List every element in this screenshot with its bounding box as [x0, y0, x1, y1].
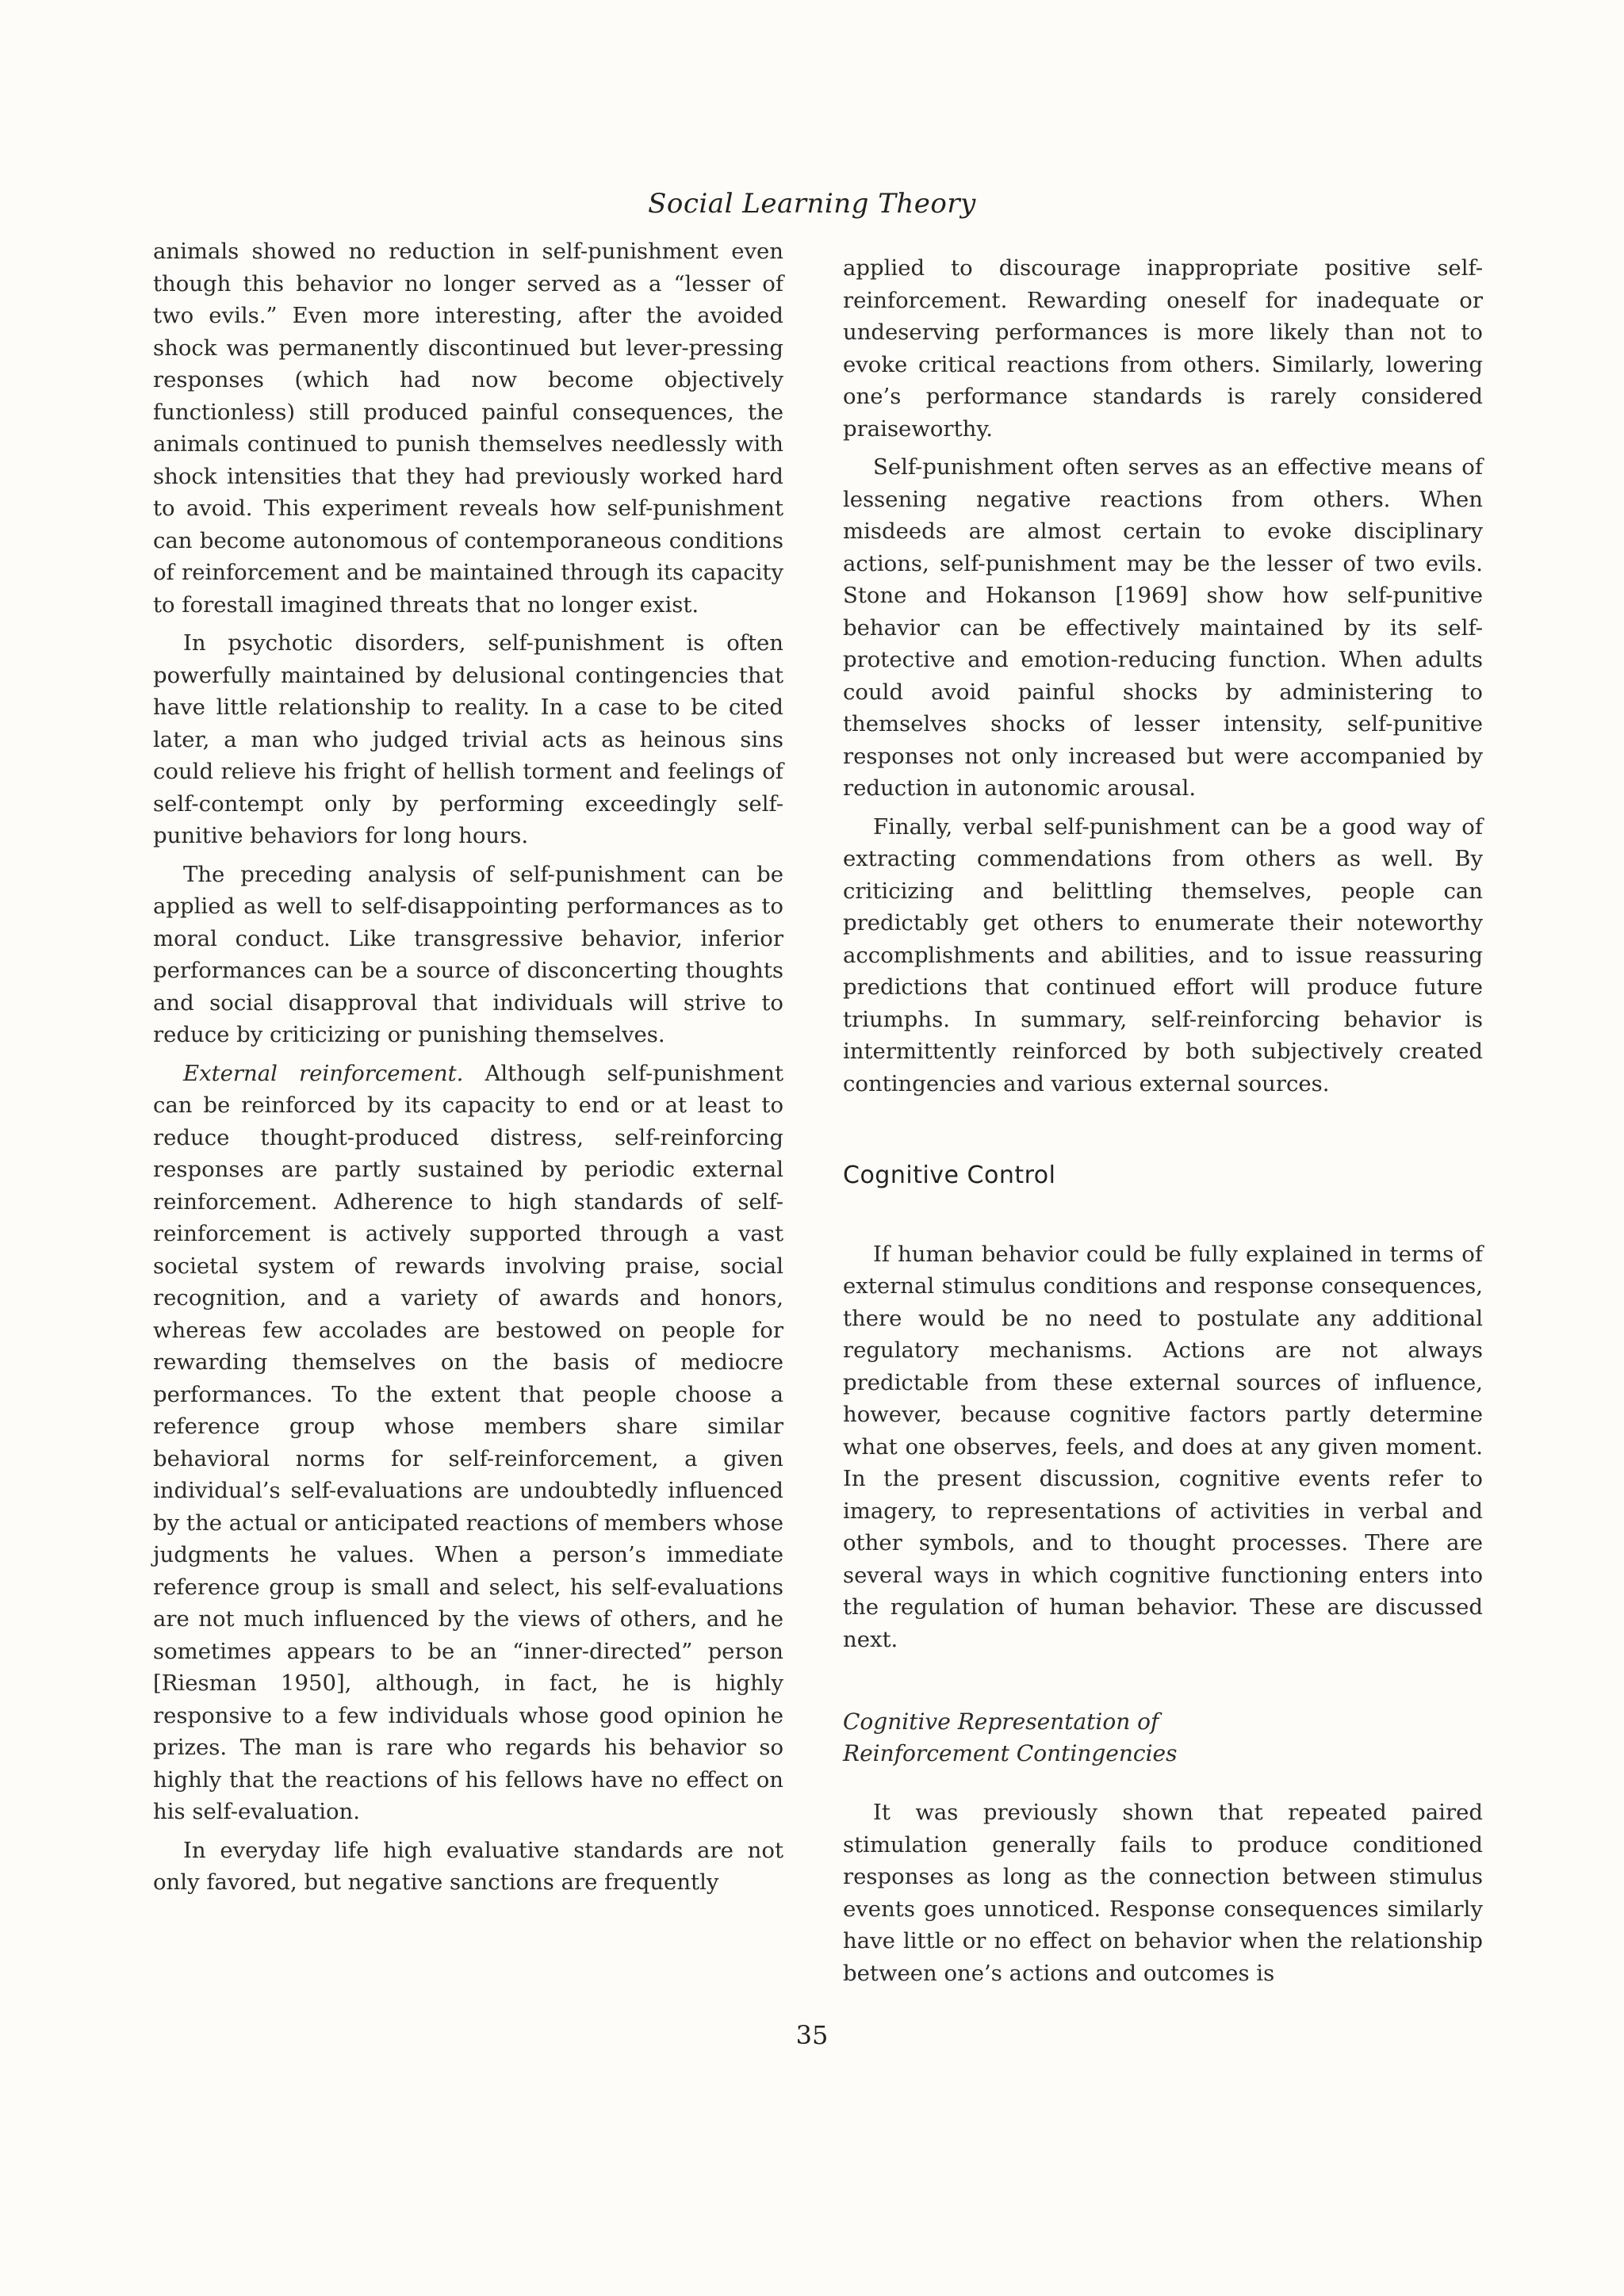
left-column — [153, 235, 783, 1905]
left-paragraph-4-text: Although self-punishment can be reinforced by its capacity to end or at least to reduce thought-produced distress, self-reinforcing responses are partly sustained by periodic external reinforcement. Adherence to high standards of self-reinforcement is actively supported through a vast societal system of rewards involving praise, social recognition, and a variety of awards and honors, whereas few accolades are bestowed on people for rewarding themselves on the basis of mediocre performances. To the extent that people choose a reference group whose members share similar behavioral norms for self-reinforcement, a given individual’s self-evaluations are undoubtedly influenced by the actual or anticipated reactions of members whose judgments he values. When a person’s immediate reference group is small and select, his self-evaluations are not much influenced by the views of others, and he sometimes appears to be an “inner-directed” person [Riesman 1950], although, in fact, he is highly responsive to a few individuals whose good opinion he prizes. The man is rare who regards his behavior so highly that the reactions of his fellows have no effect on his self-evaluation. — [153, 1060, 783, 1824]
left-paragraph-2: In psychotic disorders, self-punishment is often powerfully maintained by delusional contingencies that have little relationship to reality. In a case to be cited later, a man who judged trivial acts as heinous sins could relieve his fright of hellish torment and feelings of self-contempt only by performing exceedingly self-punitive behaviors for long hours. — [153, 630, 783, 848]
left-paragraph-3: The preceding analysis of self-punishment can be applied as well to self-disappointing performances as to moral conduct. Like transgressive behavior, inferior performances can be a source of disconcerting thoughts and social disapproval that individuals will strive to reduce by criticizing or punishing themselves. — [153, 861, 783, 1047]
right-paragraph-5: It was previously shown that repeated paired stimulation generally fails to produce conditioned responses as long as the connection between stimulus events goes unnoticed. Response consequences similarly have little or no effect on behavior when the relationship between one’s actions and outcomes is — [843, 1800, 1483, 1986]
page-number: 35 — [795, 2020, 829, 2050]
left-paragraph-5: In everyday life high evaluative standards are not only favored, but negative sanctions are frequently — [153, 1837, 783, 1895]
subsection-heading-line-2: Reinforcement Contingencies — [843, 1740, 1178, 1766]
right-column — [843, 252, 1483, 1996]
run-in-heading: External reinforcement. — [183, 1060, 464, 1086]
right-paragraph-3: Finally, verbal self-punishment can be a good way of extracting commendations from others as well. By criticizing and belittling themselves, people can predictably get others to enumerate their noteworthy accomplishments and abilities, and to issue reassuring predictions that continued effort will produce future triumphs. In summary, self-reinforcing behavior is intermittently reinforced by both subjectively created contingencies and various external sources. — [843, 813, 1483, 1096]
right-paragraph-4: If human behavior could be fully explained in terms of external stimulus conditions and response consequences, there would be no need to postulate any additional regulatory mechanisms. Actions are not always predictable from these external sources of influence, however, because cognitive factors partly determine what one observes, feels, and does at any given moment. In the present discussion, cognitive events refer to imagery, to representations of activities in verbal and other symbols, and to thought processes. There are several ways in which cognitive functioning enters into the regulation of human behavior. These are discussed next. — [843, 1241, 1483, 1652]
left-paragraph-4 — [153, 1058, 783, 1828]
right-paragraph-1: applied to discourage inappropriate positive self-reinforcement. Rewarding oneself for inadequate or undeserving performances is more likely than not to evoke critical reactions from others. Similarly, lowering one’s performance standards is rarely considered praiseworthy. — [843, 255, 1483, 442]
subsection-heading-line-1: Cognitive Representation of — [843, 1709, 1159, 1735]
subsection-heading — [843, 1706, 1483, 1770]
running-head: Social Learning Theory — [648, 188, 976, 220]
right-paragraph-2: Self-punishment often serves as an effective means of lessening negative reactions from others. When misdeeds are almost certain to evoke disciplinary actions, self-punishment may be the lesser of two evils. Stone and Hokanson [1969] show how self-punitive behavior can be effectively maintained by its self-protective and emotion-reducing function. When adults could avoid painful shocks by administering to themselves shocks of lesser intensity, self-punitive responses not only increased but were accompanied by reduction in autonomic arousal. — [843, 454, 1483, 801]
section-heading: Cognitive Control — [843, 1161, 1056, 1189]
left-paragraph-1: animals showed no reduction in self-punishment even though this behavior no longer served as a “lesser of two evils.” Even more interesting, after the avoided shock was permanently discontinued but lever-pressing responses (which had now become objectively functionless) still produced painful consequences, the animals continued to punish themselves needlessly with shock intensities that they had previously worked hard to avoid. This experiment reveals how self-punishment can become autonomous of contemporaneous conditions of reinforcement and be maintained through its capacity to forestall imagined threats that no longer exist. — [153, 239, 783, 618]
